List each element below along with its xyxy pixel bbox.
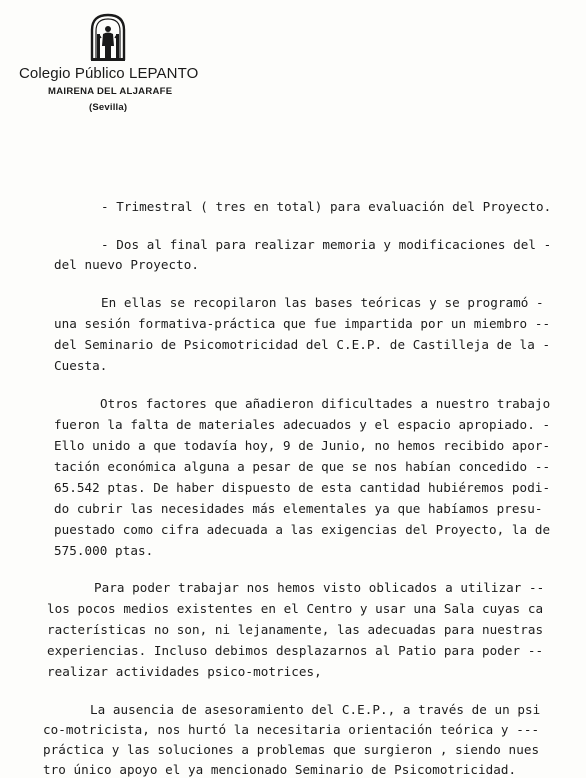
letterhead [0, 0, 230, 130]
text-line: En ellas se recopilaron las bases teóricas y se programó - [101, 295, 544, 310]
text-line: una sesión formativa-práctica que fue impartida por un miembro -- [54, 316, 551, 331]
text-line: del nuevo Proyecto. [54, 257, 200, 272]
school-name: Colegio Público LEPANTO [19, 65, 199, 82]
school-province: (Sevilla) [89, 102, 128, 113]
text-line: tación económica alguna a pesar de que se nos habían concedido -- [54, 459, 551, 474]
text-line: 575.000 ptas. [54, 543, 154, 558]
text-line: experiencias. Incluso debimos desplazarnos al Patio para poder -- [47, 643, 544, 658]
text-line: 65.542 ptas. De haber dispuesto de esta cantidad hubiéremos podi- [54, 480, 551, 495]
text-line: Otros factores que añadieron dificultades a nuestro trabajo [100, 396, 551, 411]
text-line: fueron la falta de materiales adecuados y el espacio apropiado. - [54, 417, 551, 432]
text-line: Para poder trabajar nos hemos visto oblicados a utilizar -- [94, 580, 545, 595]
school-crest-logo [88, 12, 128, 62]
text-line: Ello unido a que todavía hoy, 9 de Junio, no hemos recibido apor- [54, 438, 551, 453]
text-line: Cuesta. [54, 358, 108, 373]
text-line: - Dos al final para realizar memoria y modificaciones del - [101, 237, 552, 252]
school-town: MAIRENA DEL ALJARAFE [48, 86, 173, 97]
text-line: La ausencia de asesoramiento del C.E.P., a través de un psi [90, 702, 541, 717]
text-line: co-motricista, nos hurtó la necesitaria orientación teórica y --- [43, 722, 540, 737]
text-line: del Seminario de Psicomotricidad del C.E.P. de Castilleja de la - [54, 337, 551, 352]
text-line: do cubrir las necesidades más elementales ya que habíamos presu- [54, 501, 543, 516]
text-line: los pocos medios existentes en el Centro y usar una Sala cuyas ca [47, 601, 544, 616]
text-line: - Trimestral ( tres en total) para evaluación del Proyecto. [101, 199, 552, 214]
text-line: práctica y las soluciones a problemas que surgieron , siendo nues [43, 742, 540, 757]
text-line: puestado como cifra adecuada a las exigencias del Proyecto, la de [54, 522, 551, 537]
text-line: realizar actividades psico-motrices, [47, 664, 322, 679]
text-line: racterísticas no son, ni lejanamente, las adecuadas para nuestras [47, 622, 544, 637]
text-line: tro único apoyo el ya mencionado Seminario de Psicomotricidad. [43, 762, 517, 777]
